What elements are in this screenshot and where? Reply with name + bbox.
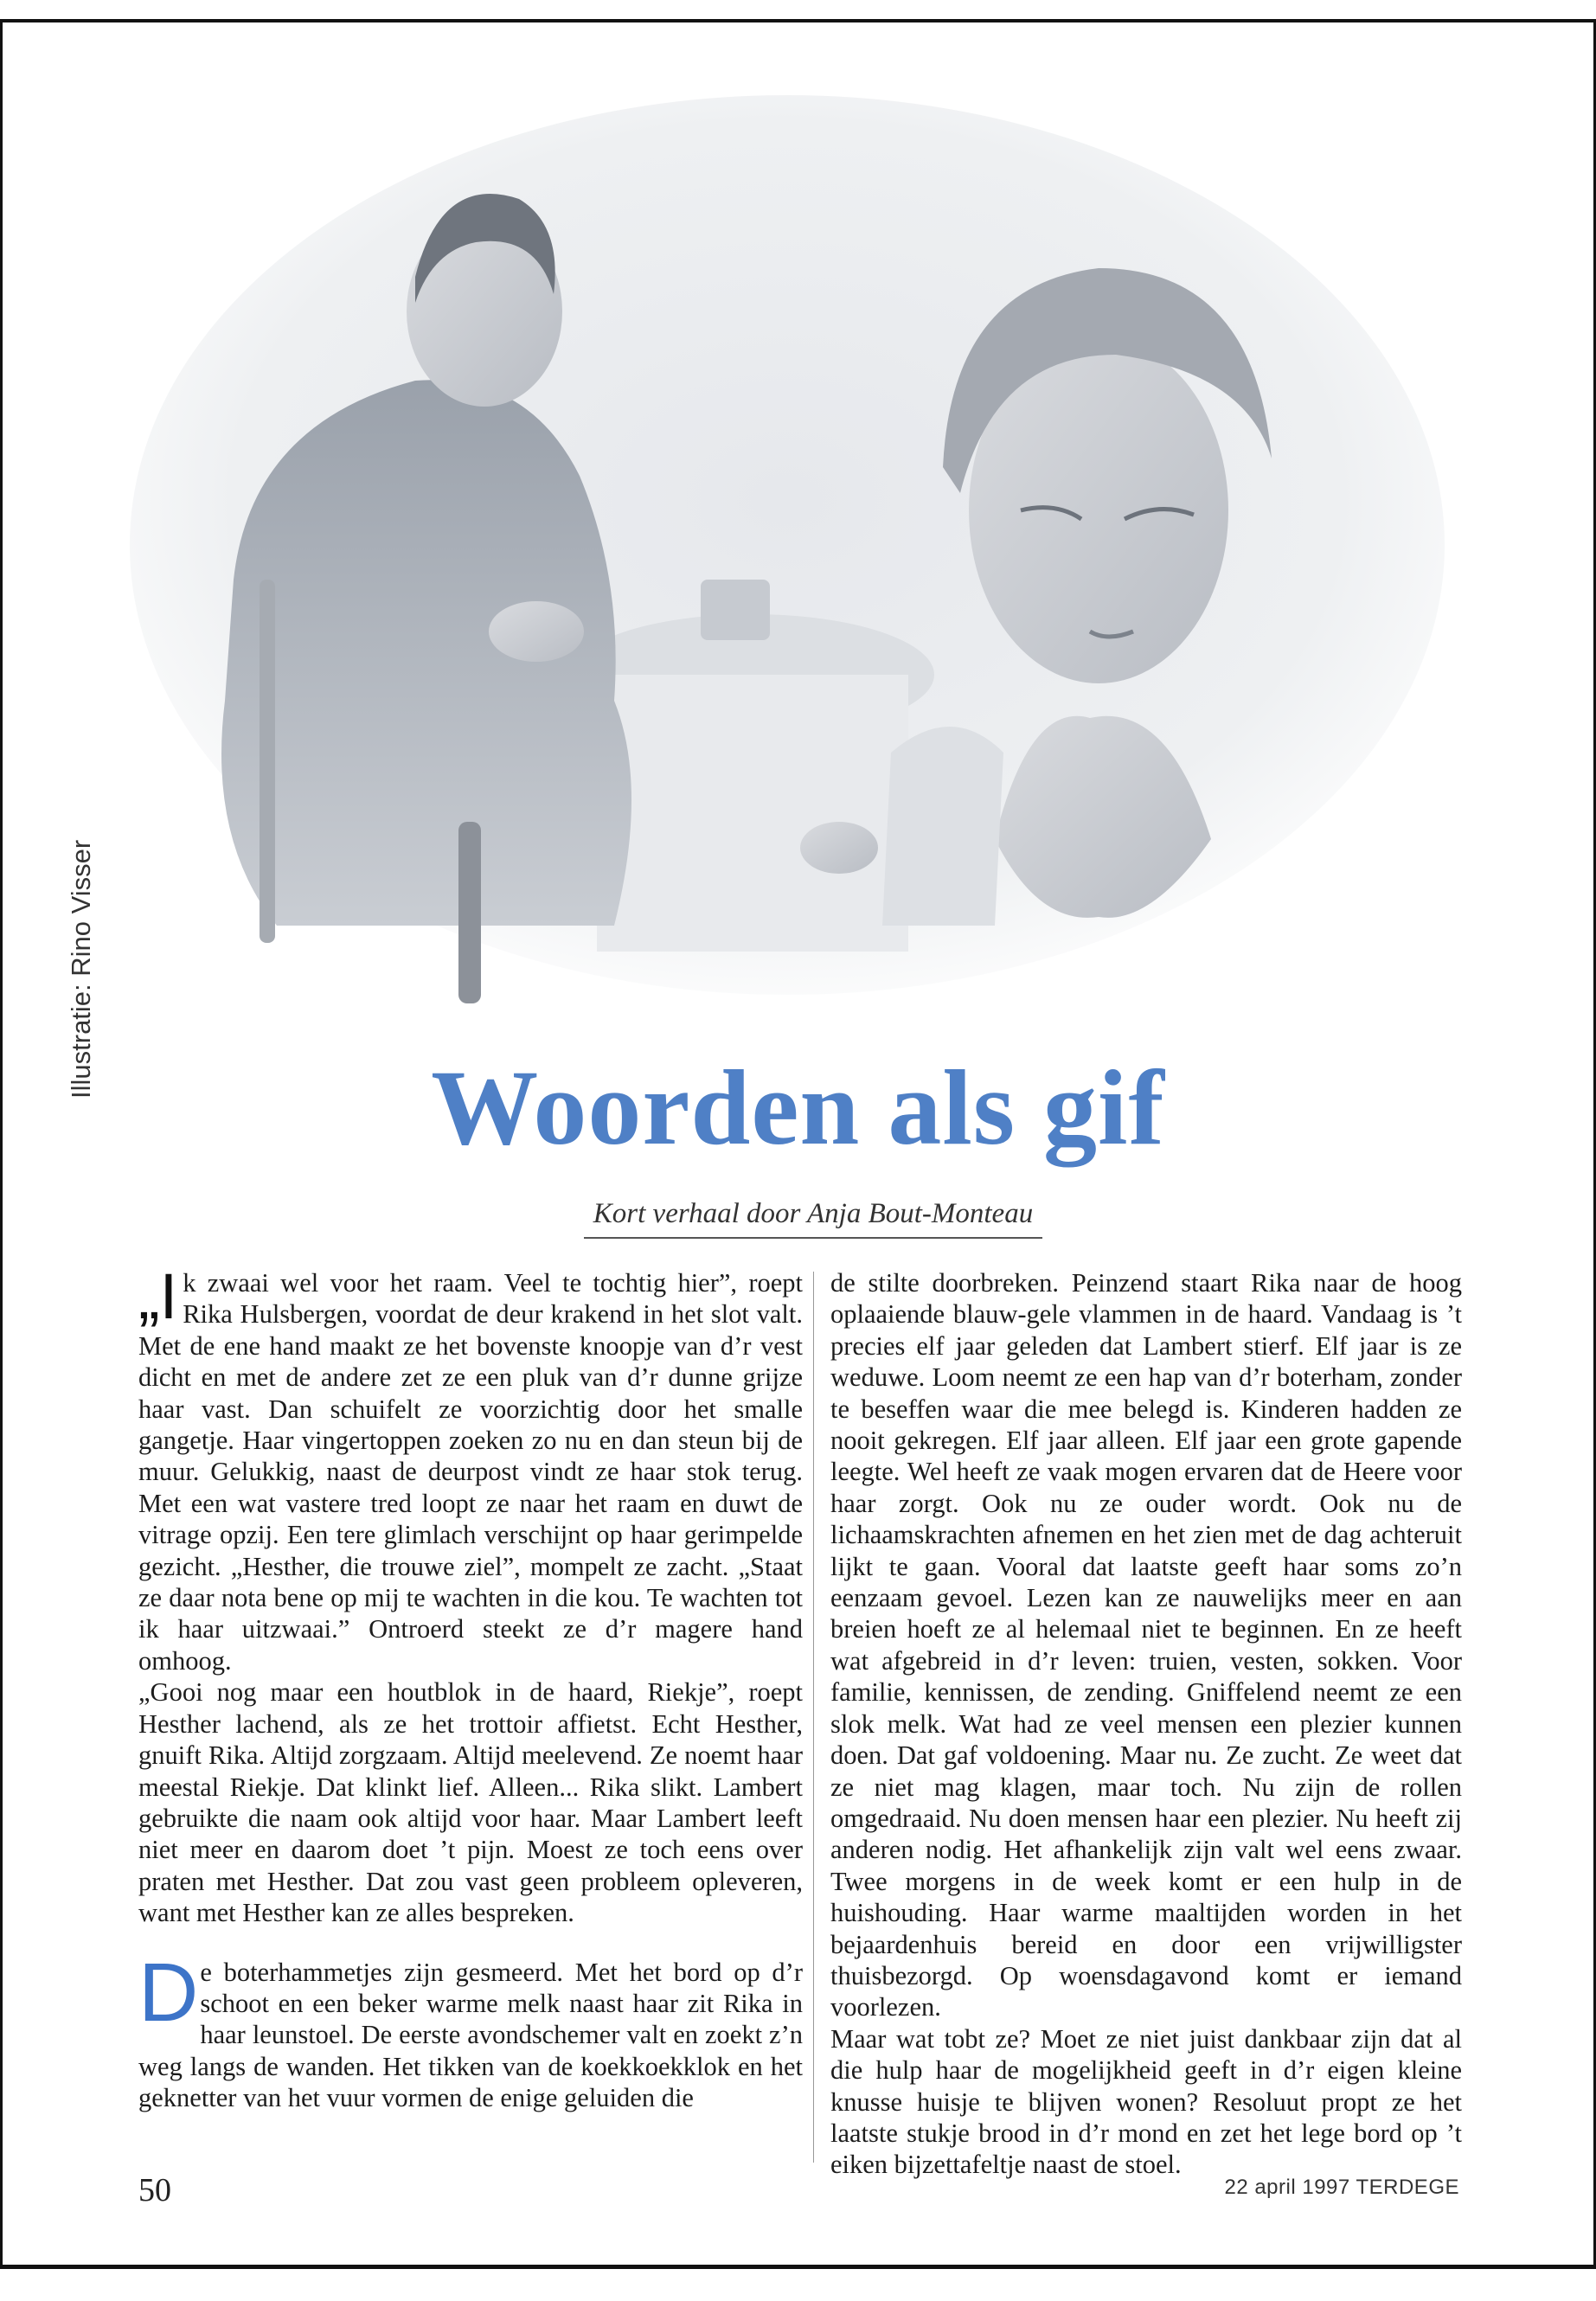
article-title: Woorden als gif: [431, 1048, 1165, 1167]
illustration-drawing: [130, 95, 1462, 1021]
column-divider: [813, 1272, 814, 2163]
article-subtitle: Kort verhaal door Anja Bout-Monteau: [584, 1198, 1042, 1239]
top-border: [0, 19, 1596, 22]
text-column-left: [138, 1260, 803, 2114]
paragraph-2: „Gooi nog maar een houtblok in de haard, Riekje”, roept Hesther lachend, als ze het trottoir affietst. Echt Hesther, gnuift Rika. Altijd zorgzaam. Altijd meelevend. Ze noemt haar meestal Riekje. Dat klinkt lief. Alleen... Rika slikt. Lambert gebruikte die naam ook altijd voor haar. Maar Lambert leeft niet meer en daarom doet ’t pijn. Moest ze toch eens over praten met Hesther. Dat zou vast geen probleem opleveren, want met Hesther kan ze alles bespreken.: [138, 1677, 803, 1928]
page-number: 50: [138, 2172, 171, 2208]
paragraph-4: de stilte doorbreken. Peinzend staart Rika naar de hoog oplaaiende blauw-gele vlammen in de haard. Vandaag is ’t precies elf jaar geleden dat Lambert stierf. Elf jaar is ze weduwe. Loom neemt ze een hap van d’r boterham, zonder te beseffen waar die mee belegd is. Kinderen hadden ze nooit gekregen. Elf jaar alleen. Elf jaar een grote gapende leegte. Wel heeft ze vaak mogen ervaren dat de Heere voor haar zorgt. Ook nu ze ouder wordt. Ook nu de lichaamskrachten afnemen en het zien met de dag achteruit lijkt te gaan. Vooral dat laatste geeft haar soms zo’n eenzaam gevoel. Lezen kan ze nauwelijks meer en aan breien hoeft ze al helemaal niet te beginnen. En ze heeft wat afgebreid in d’r leven: truien, vesten, sokken. Voor familie, kennissen, de zending. Gniffelend neemt ze een slok melk. Wat had ze veel mensen een plezier kunnen doen. Dat gaf voldoening. Maar nu. Ze zucht. Ze weet dat ze niet mag klagen, maar toch. Nu zijn de rollen omgedraaid. Nu doen mensen haar een plezier. Nu heeft zij anderen nodig. Het afhankelijk zijn valt wel eens zwaar. Twee morgens in de week komt er een hulp in de huishouding. Haar warme maaltijden worden in het bejaardenhuis bereid en door een vrijwilligster thuisbezorgd. Op woensdagavond komt er iemand voorlezen.: [830, 1268, 1462, 2022]
illustration-credit: Illustratie: Rino Visser: [66, 839, 96, 1099]
paragraph-1: [138, 1260, 803, 1676]
drop-cap-de: D: [138, 1945, 199, 2039]
paragraph-5: Maar wat tobt ze? Moet ze niet juist dankbaar zijn dat al die hulp haar de mogelijkheid geeft in d’r eigen kleine knusse huisje te blijven wonen? Resoluut propt ze het laatste stukje brood in d’r mond en zet het lege bord op ’t eiken bijzettafeltje naast de stoel.: [830, 2023, 1462, 2180]
text-column-right: [830, 1267, 1462, 2181]
footer-date-magazine: 22 april 1997 TERDEGE: [1224, 2176, 1459, 2199]
paragraph-3: [138, 1945, 803, 2114]
paragraph-1-text: k zwaai wel voor het raam. Veel te tochtig hier”, roept Rika Hulsbergen, voordat de deur krakend in het slot valt. Met de ene hand maakt ze het bovenste knoopje van d’r vest dicht en met de andere zet ze een pluk van d’r dunne grijze haar vast. Dan schuifelt ze voorzichtig door het smalle gangetje. Haar vingertoppen zoeken zo nu en dan steun bij de muur. Gelukkig, naast de deurpost vindt ze haar stok terug. Met een wat vastere tred loopt ze naar het raam en duwt de vitrage opzij. Een tere glimlach verschijnt op haar gerimpelde gezicht. „Hesther, die trouwe ziel”, mompelt ze zacht. „Staat ze daar nota bene op mij te wachten in die kou. Te wachten tot ik haar uitzwaai.” Ontroerd steekt ze d’r magere hand omhoog.: [138, 1268, 803, 1676]
drop-cap-ik: „I: [138, 1260, 178, 1332]
paragraph-3-text: e boterhammetjes zijn gesmeerd. Met het bord op d’r schoot en een beker warme melk naast haar zit Rika in haar leunstoel. De eerste avondschemer valt en zoekt z’n weg langs de wanden. Het tikken van de koekkoekklok en het geknetter van het vuur vormen de enige geluiden die: [138, 1957, 803, 2113]
bottom-border: [0, 2265, 1596, 2269]
